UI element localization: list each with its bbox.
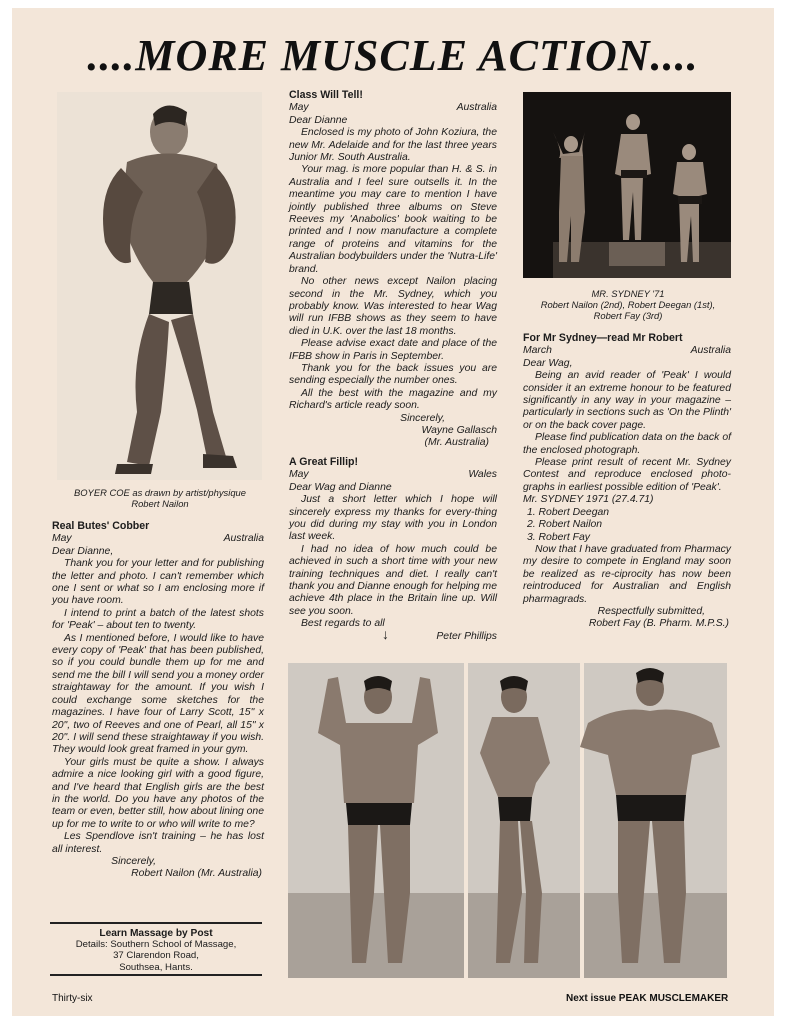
letter-signoff: Sincerely, xyxy=(400,412,445,424)
letter-paragraph: Please advise exact date and place of the IFBB show in Paris in September. xyxy=(289,338,497,362)
massage-advert xyxy=(50,928,262,973)
letter-salutation: Dear Wag and Dianne xyxy=(289,481,392,493)
advert-line: Details: Southern School of Massage, xyxy=(75,939,237,951)
letter-paragraph: Now that I have graduated from Pharmacy my desire to compete in England may soon be realized as re-ciprocity has now been reintroduced for Australian and English pharmagrads. xyxy=(523,543,731,605)
letter-month: May xyxy=(289,102,309,114)
letter-heading: For Mr Sydney—read Mr Robert xyxy=(523,332,683,344)
drawing-figure xyxy=(57,92,262,480)
letter-meta xyxy=(523,345,731,357)
letter-paragraph: Please print result of recent Mr. Sydney Contest and reproduce enclosed photo-graphs in earliest possible edition of 'Peak'. xyxy=(523,457,731,493)
letter-place: Australia xyxy=(223,533,264,545)
result-item: 2. Robert Nailon xyxy=(527,519,603,531)
continue-arrow: ↓ xyxy=(382,626,389,642)
letter-place: Wales xyxy=(468,469,497,481)
mr-sydney-71-podium xyxy=(523,92,731,278)
letter-salutation: Dear Dianne, xyxy=(52,545,114,557)
letter-paragraph: Enclosed is my photo of John Koziura, the new Mr. Adelaide and for the last three years Junior Mr. South Australia. xyxy=(289,127,497,164)
letter-salutation: Dear Wag, xyxy=(523,357,573,369)
letter-paragraph: Just a short letter which I hope will sincerely express my thanks for every-thing you did during my stay with you in London last week. xyxy=(289,494,497,543)
result-item: 1. Robert Deegan xyxy=(527,506,610,518)
result-item: 3. Robert Fay xyxy=(527,531,590,543)
bodybuilders-photo-scene xyxy=(288,663,727,978)
headline: ....MORE MUSCLE ACTION.... xyxy=(87,31,699,80)
letter-paragraph: Thank you for your letter and for publishing the letter and photo. I can't remember which one I sent or what so I am enclosing more if you have room. xyxy=(52,558,264,607)
caption-line: MR. SYDNEY '71 xyxy=(591,288,665,299)
letter-mr-sydney xyxy=(523,332,731,631)
letter-signature: Robert Fay (B. Pharm. M.P.S.) xyxy=(588,618,729,630)
letter-paragraph: I had no idea of how much could be achieved in such a short time with your new training techniques and diet. I really can't thank you and Dianne enough for helping me achieve 4th place in the Britain line up. Will see you soon. xyxy=(289,543,497,617)
letter-paragraph: Thank you for the back issues you are sending especially the number ones. xyxy=(289,362,497,387)
caption-line: BOYER COE as drawn by artist/physique xyxy=(74,487,246,498)
box-top-rule xyxy=(50,922,262,924)
letter-signature: Peter Phillips xyxy=(436,630,497,642)
letter-signature: Robert Nailon (Mr. Australia) xyxy=(131,868,262,880)
box-bottom-rule xyxy=(50,974,262,976)
letter-meta xyxy=(289,102,497,114)
letter-heading: Class Will Tell! xyxy=(289,89,363,101)
result-heading: Mr. SYDNEY 1971 (27.4.71) xyxy=(523,494,654,506)
letter-month: March xyxy=(523,345,552,357)
caption-line: Robert Nailon (2nd), Robert Deegan (1st), xyxy=(540,299,716,310)
mr-sydney-caption xyxy=(512,288,744,321)
boyer-coe-caption xyxy=(50,487,270,509)
letter-paragraph: Les Spendlove isn't training – he has lost all interest. xyxy=(52,831,264,855)
caption-line: Robert Nailon xyxy=(131,498,189,509)
letter-paragraph: Your girls must be quite a show. I always admire a nice looking girl with a good figure, and I've heard that English girls are the best in the world. Do you have any photos of the team or even, better still, how about lining one up for me to write to or who will write to me? xyxy=(52,756,264,830)
letter-meta xyxy=(52,533,264,545)
three-bodybuilders-photo xyxy=(288,663,727,978)
letter-paragraph: All the best with the magazine and my Richard's article ready soon. xyxy=(289,387,497,412)
letter-salutation: Dear Dianne xyxy=(289,114,348,126)
letter-paragraph: Your mag. is more popular than H. & S. in Australia and I feel sure outsells it. In the meantime you may care to mention I have jointly published three albums on Steve Reeves my 'Anabolics' book waiting to be printed and I now manufacture a complete range of proteins and vitamins for the Australian bodybuilders under the 'Nutra-Life' brand. xyxy=(289,164,497,275)
letter-paragraph: Being an avid reader of 'Peak' I would consider it an extreme honour to be featured significantly in any way in your magazine – particularly in sections such as 'On the Plinth' or on the back cover page. xyxy=(523,370,731,431)
letter-heading: Real Butes' Cobber xyxy=(52,520,150,532)
advert-line: Southsea, Hants. xyxy=(119,961,193,973)
podium-photo-scene xyxy=(523,92,731,278)
letter-paragraph: As I mentioned before, I would like to have every copy of 'Peak' that has been published, so if you could bundle them up for me and send me the bill I will send you a money order straightaway for the amount. If you wish I could exchange some sketches for the magazines. I have four of Larry Scott, 15" x 20", two of Reeves and one of Pearl, all 15" x 20". I will send these straightaway if you wish. They would look great framed in your gym. xyxy=(52,632,264,756)
letter-month: May xyxy=(52,533,72,545)
letter-signoff: Respectfully submitted, xyxy=(597,605,705,617)
caption-line: Robert Fay (3rd) xyxy=(593,310,663,321)
letter-place: Australia xyxy=(690,345,731,357)
letter-paragraph: Please find publication data on the back of the enclosed photograph. xyxy=(523,432,731,456)
page-number: Thirty-six xyxy=(52,993,93,1004)
letter-signature: Wayne Gallasch xyxy=(421,424,497,436)
letter-paragraph: No other news except Nailon placing second in the Mr. Sydney, which you probably know. Was interested to hear Wag will run IFBB shows as they seem to have died in U.K. over the last 18 months. xyxy=(289,276,497,337)
letter-meta xyxy=(289,469,497,481)
boyer-coe-drawing xyxy=(57,92,262,480)
letter-real-butes-cobber xyxy=(52,520,264,881)
result-list xyxy=(523,507,731,544)
letter-heading: A Great Fillip! xyxy=(289,456,359,468)
letter-a-great-fillip xyxy=(289,456,497,643)
letter-paragraph: I intend to print a batch of the latest shots for 'Peak' – about ten to twenty. xyxy=(52,607,264,632)
letter-signature-title: (Mr. Australia) xyxy=(424,437,489,449)
letter-month: May xyxy=(289,469,309,481)
letter-signoff: Sincerely, xyxy=(111,855,156,867)
advert-heading: Learn Massage by Post xyxy=(99,928,213,939)
advert-line: 37 Clarendon Road, xyxy=(113,950,199,962)
next-issue: Next issue PEAK MUSCLEMAKER xyxy=(566,993,729,1004)
letter-class-will-tell xyxy=(289,89,497,450)
letter-paragraph: Best regards to all xyxy=(301,618,385,630)
letter-place: Australia xyxy=(456,102,497,114)
